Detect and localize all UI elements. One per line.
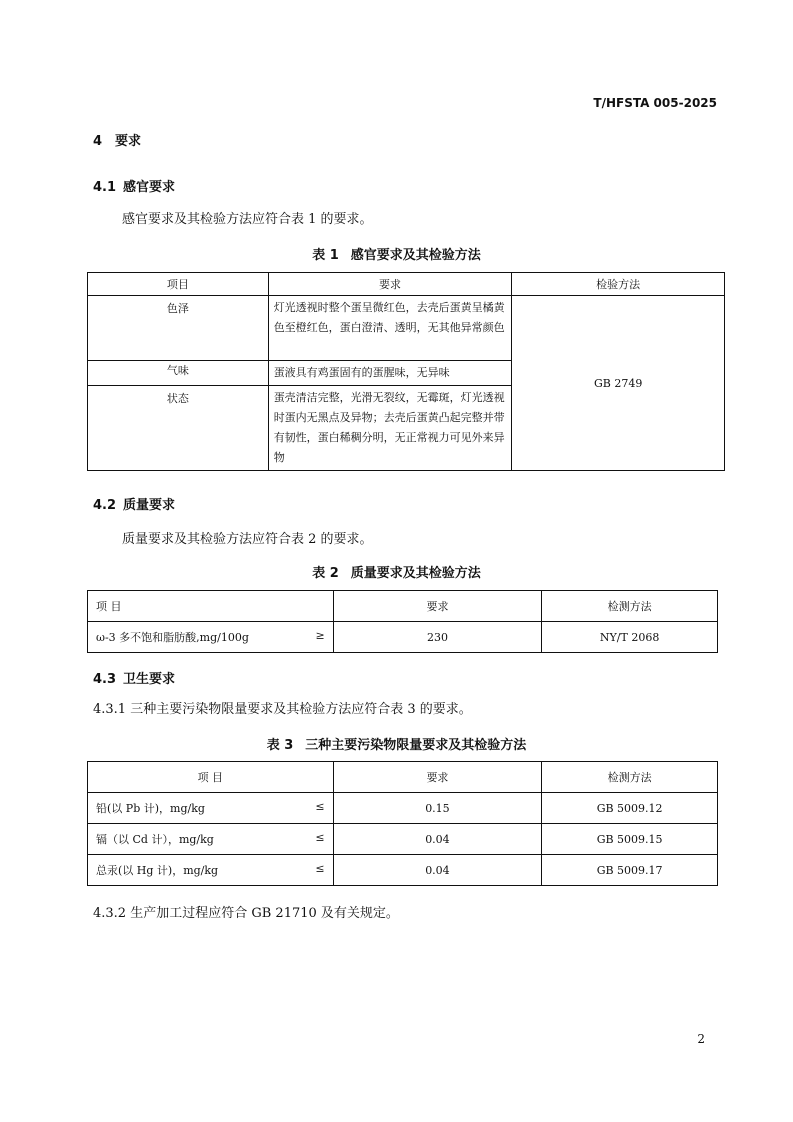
table-3-caption [0,734,793,753]
table-1-sensory-requirements [87,272,725,471]
caption-number: 表 2 [312,566,339,581]
item-label: ω-3 多不饱和脂肪酸,mg/100g [96,631,249,644]
method-cell: GB 2749 [512,296,725,471]
caption-title: 感官要求及其检验方法 [350,248,481,263]
method-cell: GB 5009.15 [542,824,718,855]
caption-title: 三种主要污染物限量要求及其检验方法 [305,738,527,753]
section-number: 4 [93,134,103,149]
table-2-quality-requirements [87,590,718,653]
item-cell: 色泽 [88,296,269,361]
column-header: 检验方法 [512,273,725,296]
column-header: 要求 [333,591,542,622]
item-cell [88,622,334,653]
table-header-row [88,591,718,622]
table-row [88,622,718,653]
requirement-cell: 0.04 [333,824,542,855]
section-4-3-2-paragraph [93,902,399,921]
method-cell: GB 5009.12 [542,793,718,824]
requirement-cell: 蛋液具有鸡蛋固有的蛋腥味，无异味 [268,361,512,386]
section-title: 感官要求 [123,180,176,195]
table-row [88,296,725,361]
section-4-1-heading [93,176,175,195]
column-header: 项 目 [88,762,334,793]
section-title: 质量要求 [123,498,176,513]
table-2-caption [0,562,793,581]
item-cell [88,824,334,855]
page-number: 2 [697,1032,705,1046]
table-header-row [88,762,718,793]
item-label: 铅(以 Pb 计)，mg/kg [96,802,205,815]
method-cell: NY/T 2068 [542,622,718,653]
column-header: 项 目 [88,591,334,622]
table-row [88,855,718,886]
item-cell: 气味 [88,361,269,386]
item-cell [88,855,334,886]
section-4-3-heading [93,668,175,687]
caption-number: 表 3 [266,738,294,753]
caption-title: 质量要求及其检验方法 [350,566,481,581]
column-header: 检测方法 [542,591,718,622]
requirement-cell: 灯光透视时整个蛋呈微红色，去壳后蛋黄呈橘黄色至橙红色，蛋白澄清、透明，无其他异常颜色 [268,296,512,361]
item-cell [88,793,334,824]
comparison-operator: ≤ [315,831,325,844]
clause-number: 4.3.1 [93,702,127,717]
table-1-caption [0,244,793,263]
section-number: 4.3 [93,672,117,687]
item-label: 总汞(以 Hg 计)，mg/kg [96,864,219,877]
column-header: 要求 [268,273,512,296]
document-code: T/HFSTA 005-2025 [593,96,717,110]
section-number: 4.2 [93,498,117,513]
comparison-operator: ≤ [315,800,325,813]
column-header: 要求 [333,762,542,793]
column-header: 检测方法 [542,762,718,793]
section-4-1-paragraph: 感官要求及其检验方法应符合表 1 的要求。 [122,212,373,227]
section-number: 4.1 [93,180,117,195]
clause-text: 生产加工过程应符合 GB 21710 及有关规定。 [130,906,399,921]
section-4-heading [93,130,141,149]
requirement-cell: 0.04 [333,855,542,886]
clause-number: 4.3.2 [93,906,127,921]
section-title: 要求 [115,134,142,149]
section-4-2-heading [93,494,175,513]
table-header-row [88,273,725,296]
table-row [88,824,718,855]
table-3-contaminant-limits [87,761,718,886]
requirement-cell: 230 [333,622,542,653]
caption-number: 表 1 [312,248,339,263]
comparison-operator: ≥ [315,629,325,642]
section-4-3-1-paragraph [93,698,472,717]
column-header: 项目 [88,273,269,296]
requirement-cell: 0.15 [333,793,542,824]
clause-text: 三种主要污染物限量要求及其检验方法应符合表 3 的要求。 [130,702,472,717]
method-cell: GB 5009.17 [542,855,718,886]
table-row [88,793,718,824]
item-label: 镉（以 Cd 计），mg/kg [96,833,214,846]
comparison-operator: ≤ [315,862,325,875]
section-4-2-paragraph: 质量要求及其检验方法应符合表 2 的要求。 [122,532,373,547]
section-title: 卫生要求 [123,672,176,687]
requirement-cell: 蛋壳清洁完整，光滑无裂纹，无霉斑，灯光透视时蛋内无黑点及异物；去壳后蛋黄凸起完整并带有韧性，蛋白稀稠分明，无正常视力可见外来异物 [268,386,512,471]
item-cell: 状态 [88,386,269,471]
